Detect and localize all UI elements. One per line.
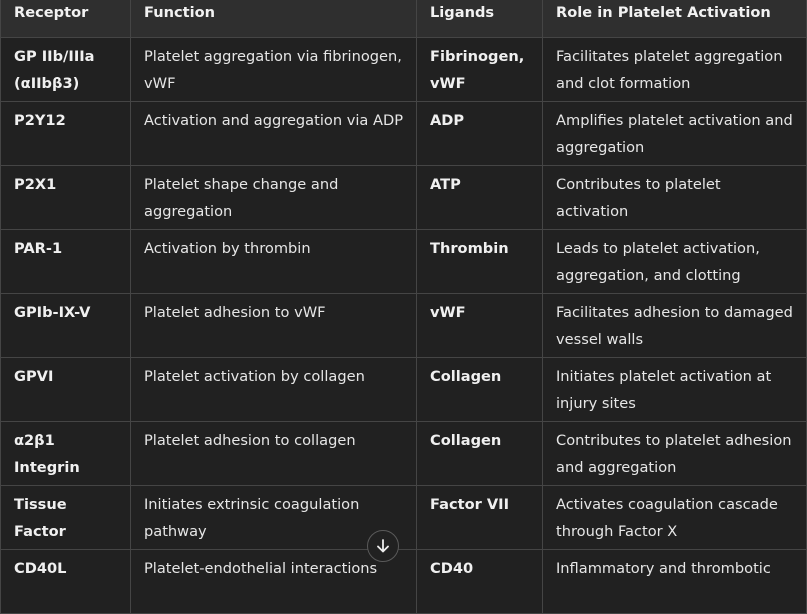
cell-role: Contributes to platelet activation bbox=[543, 166, 807, 230]
table-row bbox=[1, 550, 807, 614]
cell-receptor: α2β1 Integrin bbox=[1, 422, 131, 486]
cell-receptor: P2Y12 bbox=[1, 102, 131, 166]
cell-function: Platelet-endothelial interactions bbox=[131, 550, 417, 614]
table-row bbox=[1, 358, 807, 422]
table-row bbox=[1, 38, 807, 102]
cell-ligands: Collagen bbox=[417, 422, 543, 486]
cell-function: Platelet aggregation via fibrinogen, vWF bbox=[131, 38, 417, 102]
header-receptor: Receptor bbox=[1, 0, 131, 38]
cell-function: Platelet adhesion to collagen bbox=[131, 422, 417, 486]
cell-receptor: P2X1 bbox=[1, 166, 131, 230]
cell-ligands: vWF bbox=[417, 294, 543, 358]
cell-receptor: PAR-1 bbox=[1, 230, 131, 294]
cell-function: Platelet activation by collagen bbox=[131, 358, 417, 422]
cell-ligands: Factor VII bbox=[417, 486, 543, 550]
cell-receptor: GPVI bbox=[1, 358, 131, 422]
cell-ligands: Collagen bbox=[417, 358, 543, 422]
table-row bbox=[1, 486, 807, 550]
cell-receptor: Tissue Factor bbox=[1, 486, 131, 550]
cell-role: Contributes to platelet adhesion and aggregation bbox=[543, 422, 807, 486]
table-row bbox=[1, 230, 807, 294]
cell-role: Activates coagulation cascade through Factor X bbox=[543, 486, 807, 550]
header-role: Role in Platelet Activation bbox=[543, 0, 807, 38]
cell-function: Platelet shape change and aggregation bbox=[131, 166, 417, 230]
table-row bbox=[1, 294, 807, 358]
scroll-to-bottom-button[interactable] bbox=[367, 530, 399, 562]
cell-function: Activation by thrombin bbox=[131, 230, 417, 294]
table-row bbox=[1, 422, 807, 486]
cell-role: Amplifies platelet activation and aggregation bbox=[543, 102, 807, 166]
cell-role: Facilitates platelet aggregation and clot formation bbox=[543, 38, 807, 102]
cell-function: Activation and aggregation via ADP bbox=[131, 102, 417, 166]
cell-role: Inflammatory and thrombotic bbox=[543, 550, 807, 614]
header-ligands: Ligands bbox=[417, 0, 543, 38]
table-row bbox=[1, 166, 807, 230]
cell-role: Leads to platelet activation, aggregation, and clotting bbox=[543, 230, 807, 294]
cell-function: Platelet adhesion to vWF bbox=[131, 294, 417, 358]
cell-ligands: Thrombin bbox=[417, 230, 543, 294]
arrow-down-icon bbox=[375, 538, 391, 554]
table-row bbox=[1, 102, 807, 166]
cell-ligands: ATP bbox=[417, 166, 543, 230]
cell-ligands: CD40 bbox=[417, 550, 543, 614]
cell-receptor: CD40L bbox=[1, 550, 131, 614]
cell-receptor: GP IIb/IIIa (αIIbβ3) bbox=[1, 38, 131, 102]
cell-ligands: Fibrinogen, vWF bbox=[417, 38, 543, 102]
cell-role: Initiates platelet activation at injury sites bbox=[543, 358, 807, 422]
cell-function: Initiates extrinsic coagulation pathway bbox=[131, 486, 417, 550]
cell-ligands: ADP bbox=[417, 102, 543, 166]
table-header-row bbox=[1, 0, 807, 38]
cell-receptor: GPIb-IX-V bbox=[1, 294, 131, 358]
cell-role: Facilitates adhesion to damaged vessel walls bbox=[543, 294, 807, 358]
header-function: Function bbox=[131, 0, 417, 38]
